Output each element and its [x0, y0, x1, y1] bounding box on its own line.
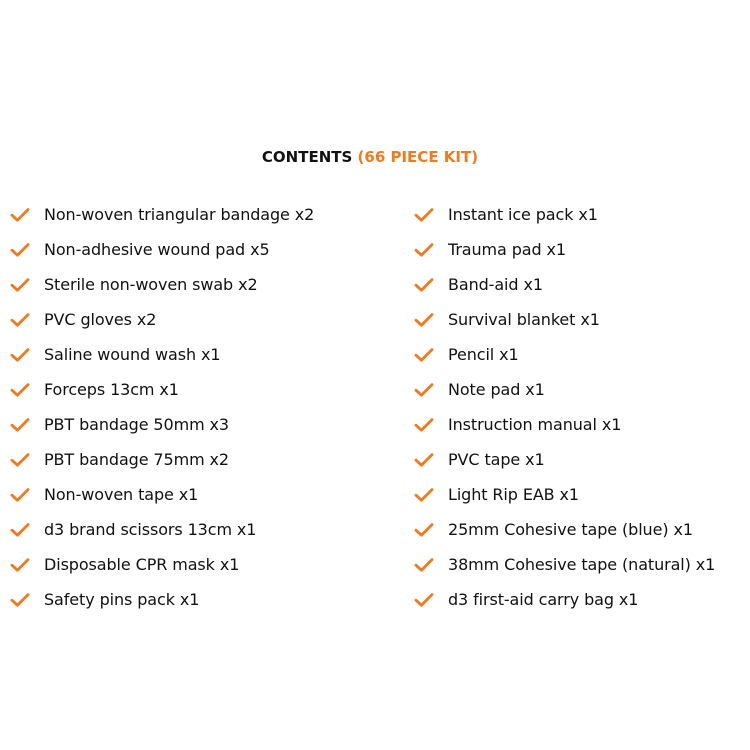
list-item [414, 337, 715, 372]
list-item [10, 547, 314, 582]
checkmark-icon [10, 487, 30, 503]
item-label: PBT bandage 75mm x2 [44, 450, 229, 469]
list-item [10, 337, 314, 372]
checkmark-icon [10, 312, 30, 328]
list-item [414, 512, 715, 547]
checkmark-icon [10, 347, 30, 363]
item-label: Trauma pad x1 [448, 240, 566, 259]
item-label: Forceps 13cm x1 [44, 380, 179, 399]
checkmark-icon [10, 557, 30, 573]
item-label: Light Rip EAB x1 [448, 485, 579, 504]
checkmark-icon [414, 417, 434, 433]
list-item [10, 372, 314, 407]
item-label: Saline wound wash x1 [44, 345, 221, 364]
item-label: 25mm Cohesive tape (blue) x1 [448, 520, 693, 539]
item-label: Sterile non-woven swab x2 [44, 275, 258, 294]
checkmark-icon [414, 522, 434, 538]
item-label: PVC gloves x2 [44, 310, 157, 329]
list-item [414, 407, 715, 442]
checkmark-icon [414, 487, 434, 503]
item-label: Band-aid x1 [448, 275, 543, 294]
checkmark-icon [10, 242, 30, 258]
checkmark-icon [10, 207, 30, 223]
checkmark-icon [10, 277, 30, 293]
item-label: Disposable CPR mask x1 [44, 555, 240, 574]
heading-main: CONTENTS [261, 148, 353, 166]
item-label: d3 brand scissors 13cm x1 [44, 520, 257, 539]
list-item [414, 477, 715, 512]
list-item [10, 582, 314, 617]
list-item [10, 407, 314, 442]
item-label: Safety pins pack x1 [44, 590, 200, 609]
checkmark-icon [414, 347, 434, 363]
list-item [414, 442, 715, 477]
checkmark-icon [414, 452, 434, 468]
item-label: PVC tape x1 [448, 450, 545, 469]
list-item [10, 512, 314, 547]
checkmark-icon [414, 382, 434, 398]
list-item [414, 372, 715, 407]
item-label: Note pad x1 [448, 380, 545, 399]
item-label: Instruction manual x1 [448, 415, 622, 434]
item-label: Non-adhesive wound pad x5 [44, 240, 270, 259]
contents-list-left [10, 197, 314, 617]
list-item [414, 267, 715, 302]
contents-heading [0, 148, 740, 166]
item-label: Survival blanket x1 [448, 310, 600, 329]
checkmark-icon [414, 242, 434, 258]
list-item [10, 477, 314, 512]
list-item [10, 232, 314, 267]
checkmark-icon [414, 207, 434, 223]
checkmark-icon [10, 522, 30, 538]
checkmark-icon [10, 417, 30, 433]
item-label: PBT bandage 50mm x3 [44, 415, 229, 434]
heading-kit-count: (66 PIECE KIT) [357, 148, 479, 166]
list-item [414, 547, 715, 582]
list-item [10, 197, 314, 232]
checkmark-icon [414, 592, 434, 608]
checkmark-icon [414, 557, 434, 573]
checkmark-icon [10, 592, 30, 608]
list-item [414, 582, 715, 617]
item-label: 38mm Cohesive tape (natural) x1 [448, 555, 716, 574]
checkmark-icon [414, 277, 434, 293]
item-label: Instant ice pack x1 [448, 205, 598, 224]
contents-list-right [414, 197, 715, 617]
list-item [10, 302, 314, 337]
list-item [414, 232, 715, 267]
checkmark-icon [414, 312, 434, 328]
item-label: d3 first-aid carry bag x1 [448, 590, 639, 609]
item-label: Non-woven tape x1 [44, 485, 199, 504]
list-item [414, 302, 715, 337]
list-item [10, 442, 314, 477]
list-item [414, 197, 715, 232]
item-label: Pencil x1 [448, 345, 519, 364]
checkmark-icon [10, 452, 30, 468]
item-label: Non-woven triangular bandage x2 [44, 205, 315, 224]
checkmark-icon [10, 382, 30, 398]
list-item [10, 267, 314, 302]
